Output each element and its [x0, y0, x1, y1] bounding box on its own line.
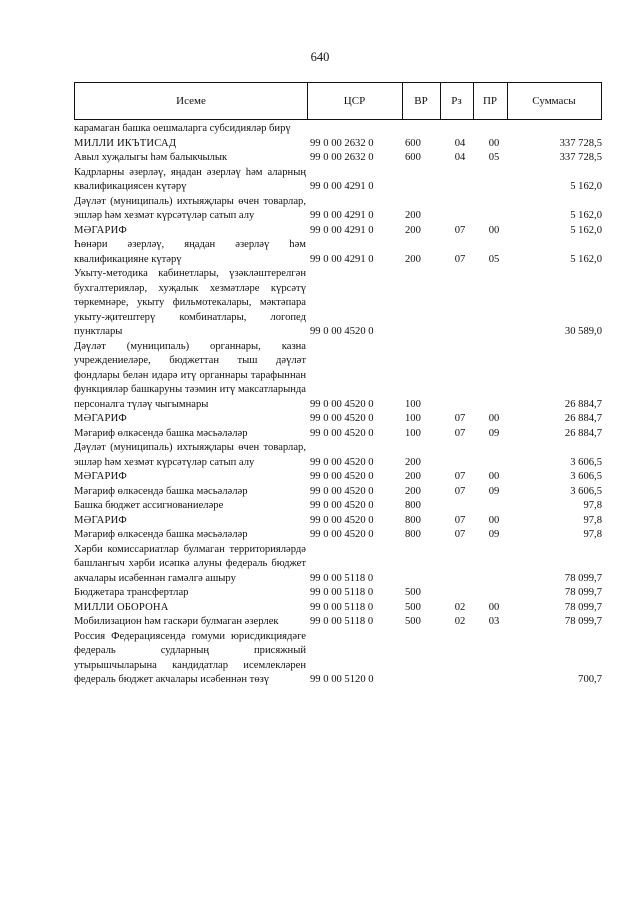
- row-rz: 02: [454, 616, 466, 627]
- row-vr: 500: [405, 616, 421, 627]
- row-name: Башка бюджет ассигнованиеләре: [74, 500, 224, 511]
- row-name: МӘГАРИФ: [74, 224, 128, 236]
- row-name: Бюджетара трансфертлар: [74, 587, 189, 598]
- row-csr: 99 0 00 4520 0: [310, 398, 374, 410]
- row-csr: 99 0 00 4520 0: [310, 500, 374, 511]
- row-name: Һөнәри әзерләү, яңадан әзерләү һәм квалификацияне күтәрү: [74, 239, 306, 265]
- row-name: карамаган башка оешмаларга субсидияләр бирү: [74, 123, 291, 134]
- row-csr: 99 0 00 5120 0: [310, 674, 374, 685]
- row-csr: 99 0 00 4291 0: [310, 210, 374, 221]
- row-name: МӘГАРИФ: [74, 471, 128, 482]
- table-row: [74, 340, 602, 413]
- row-csr: 99 0 00 4520 0: [310, 529, 374, 540]
- row-name: Укыту-методика кабинетлары, үзәкләштерелгән бухгалтерияләр, хуҗалык хезмәтләре күрсәтү төркемнәре, укыту фильмотекалары, мәктәпара укыту-җитештерү комбинатлары, логопед пунктлары: [74, 268, 306, 337]
- row-sum: 78 099,7: [564, 616, 602, 627]
- row-csr: 99 0 00 4520 0: [310, 326, 374, 337]
- table-row: [74, 543, 602, 587]
- row-name: Кадрларны әзерләү, яңадан әзерләү һәм аларның квалификациясен күтәрү: [74, 166, 306, 192]
- header-sum: Суммасы: [532, 95, 576, 107]
- row-sum: 5 162,0: [570, 253, 602, 265]
- row-pr: 00: [488, 601, 500, 613]
- row-pr: 03: [488, 616, 500, 627]
- row-vr: 100: [405, 427, 421, 439]
- row-vr: 600: [405, 137, 421, 149]
- row-rz: 07: [454, 224, 466, 236]
- row-pr: 09: [488, 485, 500, 497]
- row-csr: 99 0 00 4291 0: [310, 181, 374, 192]
- row-pr: 05: [488, 253, 500, 265]
- row-name: Мәгариф өлкәсендә башка мәсьәләләр: [74, 485, 248, 497]
- row-vr: 500: [405, 601, 421, 613]
- table-row: [74, 630, 602, 688]
- header-name: Исеме: [75, 83, 308, 119]
- row-rz: 07: [454, 485, 466, 497]
- header-csr: ЦСР: [307, 83, 403, 119]
- row-name: Мобилизацион һәм гаскәри булмаган әзерлек: [74, 616, 279, 627]
- row-name: Хәрби комиссариатлар булмаган территорияләрдә башлангыч хәрби исәпкә алуны федераль бюджет акчалары исәбеннән гамәлгә ашыру: [74, 543, 306, 584]
- row-csr: 99 0 00 4520 0: [310, 514, 374, 526]
- row-rz: 07: [454, 529, 466, 540]
- row-csr: 99 0 00 4520 0: [310, 427, 374, 439]
- page-number: 640: [310, 50, 330, 64]
- row-vr: 800: [405, 529, 421, 540]
- row-pr: 00: [488, 471, 500, 482]
- row-vr: 200: [405, 210, 421, 221]
- table-row: [74, 137, 602, 152]
- table-header: [74, 82, 602, 120]
- row-sum: 78 099,7: [564, 587, 602, 598]
- row-sum: 5 162,0: [570, 181, 602, 192]
- row-csr: 99 0 00 4291 0: [310, 224, 374, 236]
- table-row: [74, 485, 602, 500]
- row-pr: 00: [488, 413, 500, 424]
- row-vr: 100: [405, 413, 421, 424]
- table-row: [74, 427, 602, 442]
- row-rz: 04: [454, 152, 466, 163]
- table-row: [74, 412, 602, 427]
- row-csr: 99 0 00 4520 0: [310, 471, 374, 482]
- row-csr: 99 0 00 2632 0: [310, 152, 374, 163]
- row-sum: 78 099,7: [564, 572, 602, 584]
- row-sum: 97,8: [583, 514, 602, 526]
- row-name: МӘГАРИФ: [74, 413, 128, 424]
- row-sum: 3 606,5: [570, 485, 602, 497]
- row-name: Дәүләт (муниципаль) органнары, казна учреждениеләре, бюджеттан тыш дәүләт фондлары белән идарә итү органнары тарафыннан функцияләр башкаруны тәэмин итү максатларында персоналга түләү чыгымнары: [74, 340, 306, 410]
- row-name: Авыл хуҗалыгы һәм балыкчылык: [74, 152, 228, 163]
- row-pr: 05: [488, 152, 500, 163]
- row-sum: 5 162,0: [570, 224, 602, 236]
- row-sum: 5 162,0: [570, 210, 602, 221]
- row-rz: 07: [454, 253, 466, 265]
- row-sum: 3 606,5: [570, 471, 602, 482]
- row-csr: 99 0 00 5118 0: [310, 572, 374, 584]
- table-row: [74, 267, 602, 340]
- table-row: [74, 528, 602, 543]
- row-sum: 337 728,5: [559, 137, 602, 149]
- row-pr: 00: [488, 137, 500, 149]
- table-row: [74, 615, 602, 630]
- table-body: [74, 122, 602, 688]
- header-pr: ПР: [473, 83, 508, 119]
- table-row: [74, 441, 602, 470]
- row-name: МИЛЛИ ИКЪТИСАД: [74, 137, 177, 149]
- table-row: [74, 166, 602, 195]
- row-sum: 700,7: [578, 674, 602, 685]
- row-csr: 99 0 00 4291 0: [310, 253, 374, 265]
- row-vr: 200: [405, 456, 421, 468]
- table-row: [74, 601, 602, 616]
- row-vr: 200: [405, 485, 421, 497]
- row-csr: 99 0 00 4520 0: [310, 456, 374, 468]
- row-sum: 337 728,5: [559, 152, 602, 163]
- row-csr: 99 0 00 2632 0: [310, 137, 374, 149]
- row-name: Россия Федерациясендә гомуми юрисдикциядәге федераль судларның присяжный утырышчыларына кандидатлар исемлекләрен федераль бюджет акчалары исәбеннән төзү: [74, 630, 306, 685]
- row-sum: 26 884,7: [564, 398, 602, 410]
- row-sum: 26 884,7: [564, 427, 602, 439]
- header-rz: Рз: [440, 83, 474, 119]
- table-row: [74, 224, 602, 239]
- row-sum: 97,8: [583, 529, 602, 540]
- table-row: [74, 586, 602, 601]
- table-row: [74, 470, 602, 485]
- row-rz: 07: [454, 427, 466, 439]
- table-row: [74, 238, 602, 267]
- row-pr: 09: [488, 529, 500, 540]
- row-sum: 97,8: [583, 500, 602, 511]
- row-name: МӘГАРИФ: [74, 514, 128, 526]
- row-sum: 78 099,7: [564, 601, 602, 613]
- row-csr: 99 0 00 5118 0: [310, 616, 374, 627]
- row-csr: 99 0 00 5118 0: [310, 587, 374, 598]
- row-rz: 02: [454, 601, 466, 613]
- row-rz: 07: [454, 413, 466, 424]
- row-vr: 200: [405, 224, 421, 236]
- row-vr: 500: [405, 587, 421, 598]
- table-row: [74, 122, 602, 137]
- table-row: [74, 499, 602, 514]
- row-name: Мәгариф өлкәсендә башка мәсьәләләр: [74, 529, 248, 540]
- row-vr: 200: [405, 471, 421, 482]
- row-sum: 30 589,0: [564, 326, 602, 337]
- row-vr: 600: [405, 152, 421, 163]
- row-name: Дәүләт (муниципаль) ихтыяҗлары өчен товарлар, эшләр һәм хезмәт күрсәтүләр сатып алу: [74, 195, 306, 221]
- row-vr: 100: [405, 398, 421, 410]
- row-vr: 200: [405, 253, 421, 265]
- header-vr: ВР: [402, 83, 441, 119]
- row-pr: 09: [488, 427, 500, 439]
- row-name: МИЛЛИ ОБОРОНА: [74, 601, 169, 613]
- row-rz: 07: [454, 471, 466, 482]
- row-name: Дәүләт (муниципаль) ихтыяҗлары өчен товарлар, эшләр һәм хезмәт күрсәтүләр сатып алу: [74, 442, 306, 468]
- row-csr: 99 0 00 4520 0: [310, 413, 374, 424]
- row-csr: 99 0 00 5118 0: [310, 601, 374, 613]
- row-pr: 00: [488, 514, 500, 526]
- row-rz: 04: [454, 137, 466, 149]
- row-vr: 800: [405, 500, 421, 511]
- row-name: Мәгариф өлкәсендә башка мәсьәләләр: [74, 427, 248, 439]
- row-pr: 00: [488, 224, 500, 236]
- table-row: [74, 151, 602, 166]
- row-csr: 99 0 00 4520 0: [310, 485, 374, 497]
- row-vr: 800: [405, 514, 421, 526]
- row-sum: 3 606,5: [570, 456, 602, 468]
- row-rz: 07: [454, 514, 466, 526]
- table-row: [74, 195, 602, 224]
- table-row: [74, 514, 602, 529]
- row-sum: 26 884,7: [564, 413, 602, 424]
